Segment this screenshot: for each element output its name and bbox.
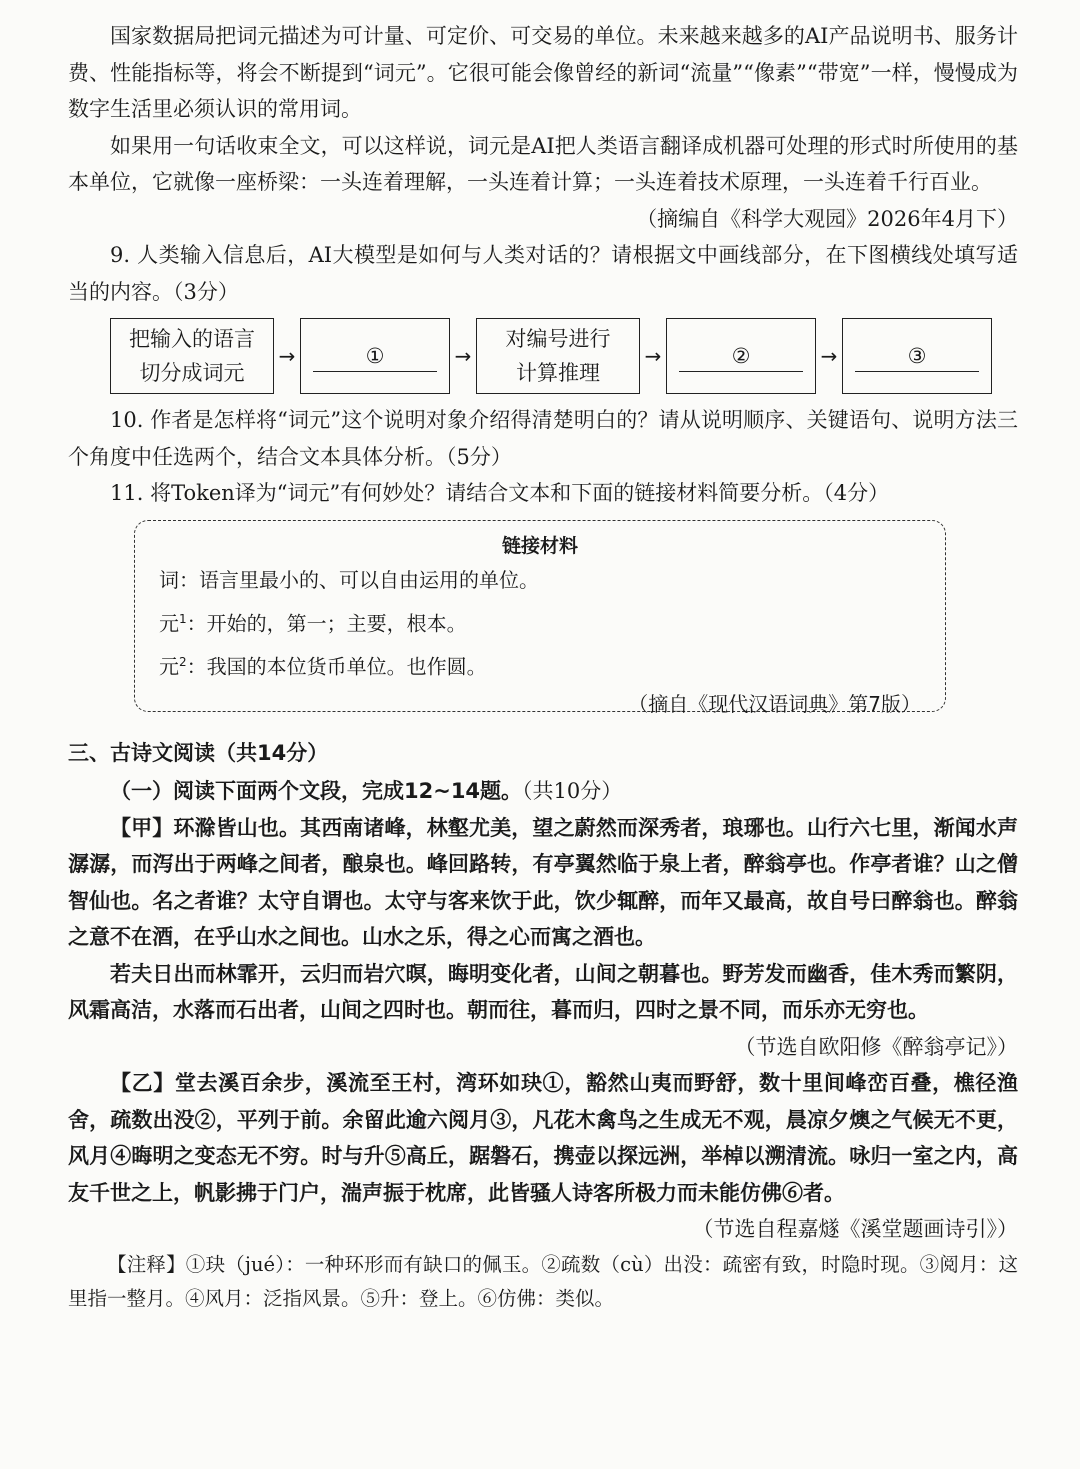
section-3-title: 三、古诗文阅读（共14分） [68, 740, 329, 765]
passage-paragraph-1: 国家数据局把词元描述为可计量、可定价、可交易的单位。未来越来越多的AI产品说明书、服务计费、性能指标等，将会不断提到“词元”。它很可能会像曾经的新词“流量”“像素”“带宽”一样，慢慢成为数字生活里必须认识的常用词。 [68, 24, 1018, 121]
link-material-source: （摘自《现代汉语词典》第7版） [628, 691, 921, 716]
blank-1[interactable]: ① [313, 341, 437, 372]
exam-page [68, 18, 1018, 1316]
flow-arrow-4: → [820, 344, 838, 368]
flow-box-compute-line1: 对编号进行 [505, 327, 611, 351]
question-10: 10. 作者是怎样将“词元”这个说明对象介绍得清楚明白的？请从说明顺序、关键语句、说明方法三个角度中任选两个，结合文本具体分析。（5分） [68, 408, 1018, 469]
flow-box-split [110, 318, 274, 394]
passage-source: （摘编自《科学大观园》2026年4月下） [636, 206, 1018, 231]
flow-diagram [110, 316, 1018, 396]
text-jia-source: （节选自欧阳修《醉翁亭记》） [734, 1034, 1018, 1059]
subtitle-text: （一）阅读下面两个文段，完成12~14题。 [110, 778, 523, 803]
link-material-title: 链接材料 [501, 534, 578, 557]
text-yi-source: （节选自程嘉燧《溪堂题画诗引》） [692, 1217, 1018, 1241]
link-item-ci: 词：语言里最小的、可以自由运用的单位。 [159, 567, 539, 592]
flow-box-blank-3 [842, 318, 992, 394]
flow-box-compute [476, 318, 640, 394]
annotation-notes: 【注释】①玦（jué）：一种环形而有缺口的佩玉。②疏数（cù）出没：疏密有致，时隐时现。③阅月：这里指一整月。④风月：泛指风景。⑤升：登上。⑥仿佛：类似。 [68, 1252, 1018, 1310]
flow-arrow-1: → [278, 344, 296, 368]
passage-paragraph-2: 如果用一句话收束全文，可以这样说，词元是AI把人类语言翻译成机器可处理的形式时所使用的基本单位，它就像一座桥梁：一头连着理解，一头连着计算；一头连着技术原理，一头连着千行百业。 [68, 133, 1018, 194]
link-item-yuan-1-body: ：开始的，第一；主要，根本。 [186, 611, 467, 636]
section-3-subtitle [68, 772, 1018, 810]
flow-box-blank-2 [666, 318, 816, 394]
text-yi-paragraph: 【乙】堂去溪百余步，溪流至王村，湾环如玦①，豁然山夷而野舒，数十里间峰峦百叠，樵径渔舍，疏数出没②，平列于前。余留此逾六阅月③，凡花木禽鸟之生成无不观，晨凉夕燠之气候无不更，风月④晦明之变态无不穷。时与升⑤高丘，踞磐石，携壶以探远洲，举棹以溯清流。咏归一室之内，高友千世之上，帆影拂于门户，湍声振于枕席，此皆骚人诗客所极力而未能仿佛⑥者。 [68, 1070, 1018, 1205]
link-item-yuan-1-sup: 1 [179, 611, 187, 626]
flow-arrow-3: → [644, 344, 662, 368]
flow-arrow-2: → [454, 344, 472, 368]
text-jia-paragraph-2: 若夫日出而林霏开，云归而岩穴暝，晦明变化者，山间之朝暮也。野芳发而幽香，佳木秀而繁阴，风霜高洁，水落而石出者，山间之四时也。朝而往，暮而归，四时之景不同，而乐亦无穷也。 [68, 960, 1018, 1022]
question-9: 9. 人类输入信息后，AI大模型是如何与人类对话的？请根据文中画线部分，在下图横线处填写适当的内容。（3分） [68, 243, 1018, 304]
text-jia-paragraph-1: 【甲】环滁皆山也。其西南诸峰，林壑尤美，望之蔚然而深秀者，琅琊也。山行六七里，渐闻水声潺潺，而泻出于两峰之间者，酿泉也。峰回路转，有亭翼然临于泉上者，醉翁亭也。作亭者谁？山之僧智仙也。名之者谁？太守自谓也。太守与客来饮于此，饮少辄醉，而年又最高，故自号曰醉翁也。醉翁之意不在酒，在乎山水之间也。山水之乐，得之心而寓之酒也。 [68, 814, 1018, 949]
question-11: 11. 将Token译为“词元”有何妙处？请结合文本和下面的链接材料简要分析。（4分） [110, 481, 890, 505]
link-item-yuan-2-head: 元 [159, 654, 179, 679]
link-item-yuan-1 [159, 600, 921, 644]
link-item-yuan-1-head: 元 [159, 611, 179, 636]
flow-box-split-line1: 把输入的语言 [129, 327, 255, 351]
flow-box-blank-1 [300, 318, 450, 394]
blank-3[interactable]: ③ [855, 341, 979, 372]
subtitle-points: （共10分） [522, 778, 623, 803]
flow-box-split-line2: 切分成词元 [139, 361, 245, 385]
link-item-yuan-2-sup: 2 [179, 655, 187, 670]
blank-2[interactable]: ② [679, 341, 803, 372]
flow-box-compute-line2: 计算推理 [516, 361, 600, 385]
link-material-box [134, 520, 946, 716]
link-item-yuan-2-body: ：我国的本位货币单位。也作圆。 [186, 654, 487, 679]
link-item-yuan-2 [159, 643, 921, 687]
